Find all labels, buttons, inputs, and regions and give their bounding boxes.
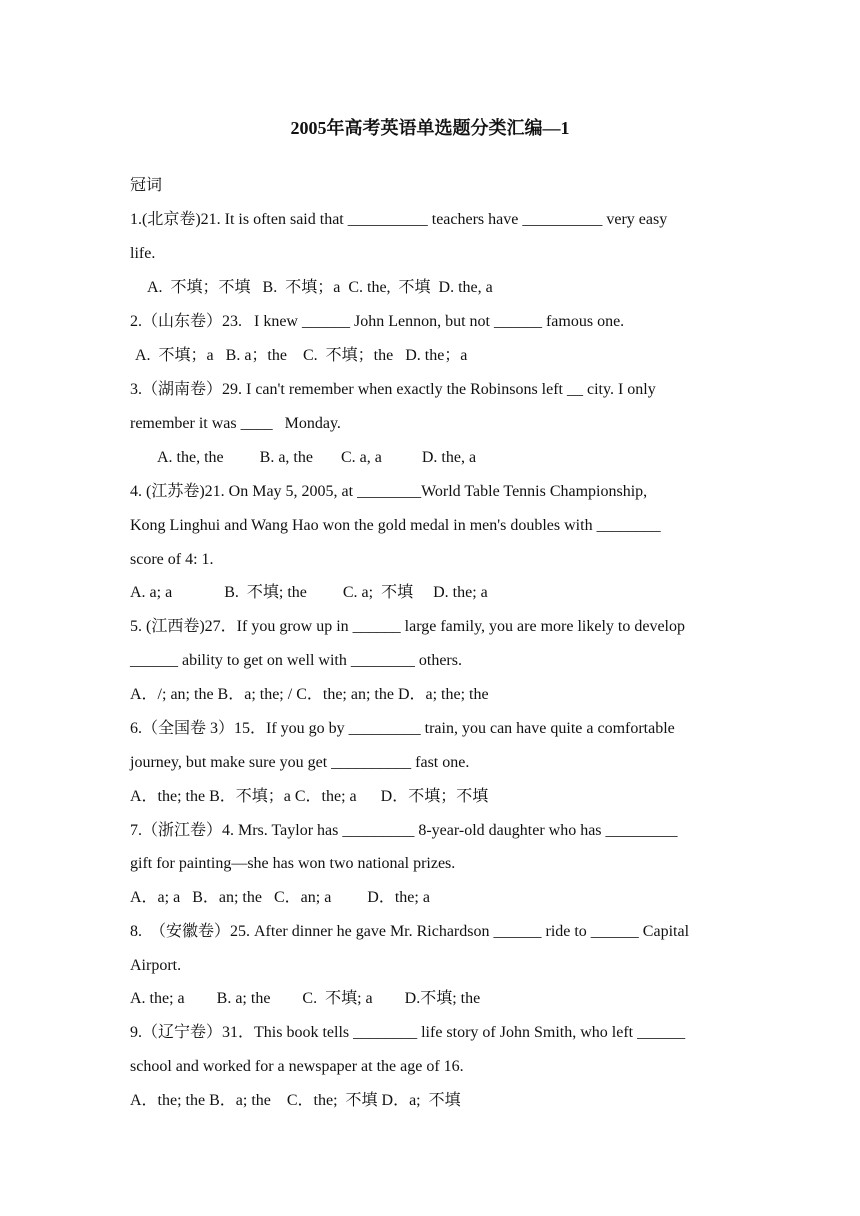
text-line: 7.（浙江卷）4. Mrs. Taylor has _________ 8-year-old daughter who has _________	[130, 822, 678, 839]
text-line: 1.(北京卷)21. It is often said that __________ teachers have __________ very easy	[130, 211, 668, 228]
text-line: school and worked for a newspaper at the age of 16.	[130, 1058, 464, 1075]
answer-options: A．the; the B．不填；a C．the; a D．不填；不填	[130, 788, 489, 805]
text-line: 5. (江西卷)27．If you grow up in ______ large family, you are more likely to develop	[130, 618, 685, 635]
answer-options: A. a; a B. 不填; the C. a; 不填 D. the; a	[130, 584, 488, 601]
text-line: 4. (江苏卷)21. On May 5, 2005, at ________World Table Tennis Championship,	[130, 483, 648, 500]
answer-options: A. the, the B. a, the C. a, a D. the, a	[157, 449, 477, 466]
answer-options: A. the; a B. a; the C. 不填; a D.不填; the	[130, 990, 481, 1007]
text-line: gift for painting—she has won two national prizes.	[130, 855, 456, 872]
answer-options: A. 不填；a B. a；the C. 不填；the D. the；a	[135, 347, 468, 364]
text-line: remember it was ____ Monday.	[130, 415, 341, 432]
text-line: 3.（湖南卷）29. I can't remember when exactly the Robinsons left __ city. I only	[130, 381, 656, 398]
text-line: Kong Linghui and Wang Hao won the gold medal in men's doubles with ________	[130, 517, 661, 534]
answer-options: A．the; the B．a; the C．the; 不填 D．a; 不填	[130, 1092, 461, 1109]
text-line: 9.（辽宁卷）31．This book tells ________ life story of John Smith, who left ______	[130, 1024, 686, 1041]
text-line: Airport.	[130, 957, 182, 974]
text-line: ______ ability to get on well with ________ others.	[130, 652, 462, 669]
answer-options: A. 不填；不填 B. 不填；a C. the, 不填 D. the, a	[147, 279, 493, 296]
section-heading: 冠词	[130, 177, 163, 194]
answer-options: A．/; an; the B．a; the; / C．the; an; the D．a; the; the	[130, 686, 489, 703]
text-line: score of 4: 1.	[130, 551, 214, 568]
text-line: 8. （安徽卷）25. After dinner he gave Mr. Richardson ______ ride to ______ Capital	[130, 923, 690, 940]
text-line: journey, but make sure you get __________ fast one.	[130, 754, 470, 771]
document-title: 2005年高考英语单选题分类汇编—1	[290, 118, 570, 138]
text-line: 6.（全国卷 3）15．If you go by _________ train, you can have quite a comfortable	[130, 720, 675, 737]
text-line: life.	[130, 245, 156, 262]
text-line: 2.（山东卷）23. I knew ______ John Lennon, but not ______ famous one.	[130, 313, 625, 330]
answer-options: A．a; a B．an; the C．an; a D．the; a	[130, 889, 430, 906]
